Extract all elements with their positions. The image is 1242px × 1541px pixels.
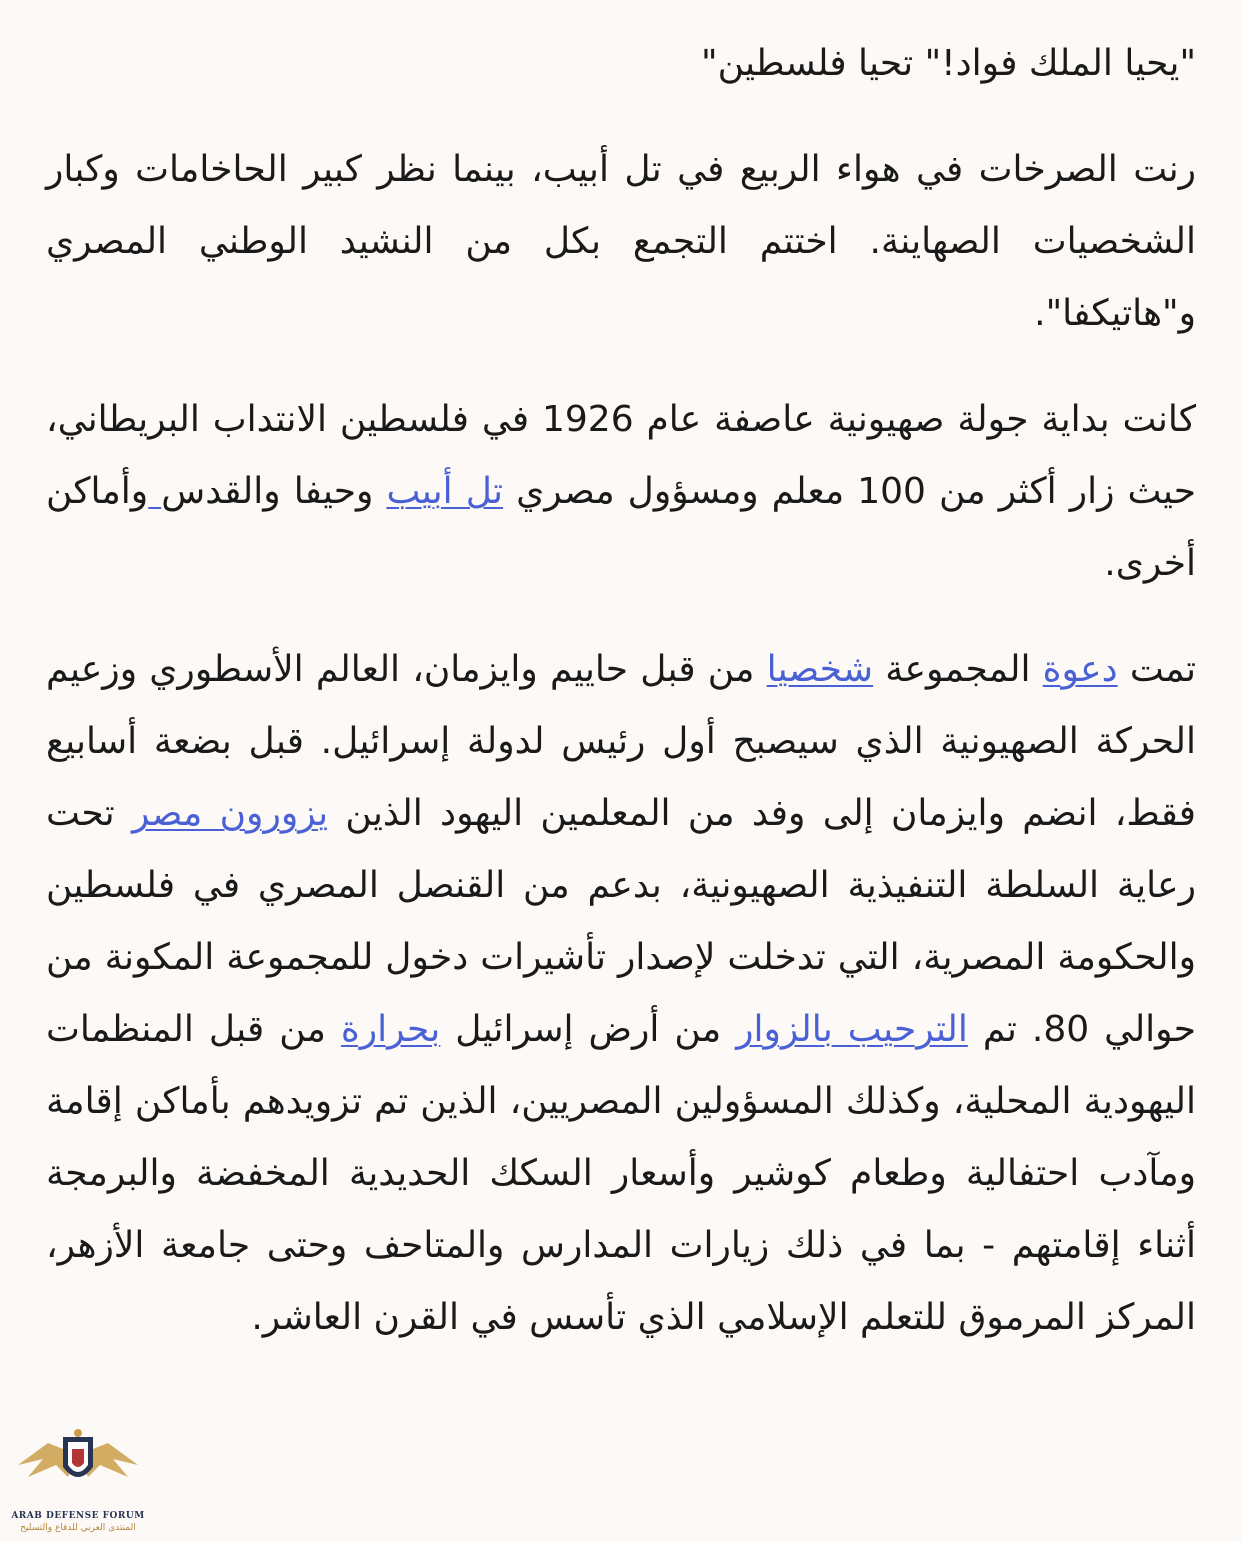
text-run: كانت بداية جولة صهيونية عاصفة عام 1926 في فلسطين الانتداب البريطاني، حيث زار أكثر من 100 معلم ومسؤول مصري — [46, 399, 1196, 512]
text-run: وحيفا والقدس — [161, 471, 387, 512]
text-run: وأماكن أخرى. — [46, 471, 1196, 584]
link-personally[interactable]: شخصيا — [766, 649, 874, 690]
link-jerusalem[interactable] — [148, 471, 161, 512]
link-warmly[interactable]: بحرارة — [340, 1009, 441, 1050]
text-run: رنت الصرخات في هواء الربيع في تل أبيب، بينما نظر كبير الحاخامات وكبار الشخصيات الصهاينة. اختتم التجمع بكل من النشيد الوطني المصري و"هاتيكفا". — [46, 149, 1196, 334]
text-run: تمت — [1117, 649, 1197, 690]
text-run: من أرض إسرائيل — [440, 1009, 737, 1050]
forum-watermark — [8, 1425, 148, 1537]
eagle-shield-icon — [8, 1425, 148, 1515]
article-body — [46, 28, 1196, 1388]
text-run: تحت رعاية السلطة التنفيذية الصهيونية، بدعم من القنصل المصري في فلسطين والحكومة المصرية، التي تدخلت لإصدار تأشيرات دخول للمجموعة المكونة من حوالي 80. تم — [46, 793, 1197, 1050]
text-run: من قبل حاييم وايزمان، العالم الأسطوري وزعيم الحركة الصهيونية الذي سيصبح أول رئيس لدولة إسرائيل. قبل بضعة أسابيع فقط، انضم وايزمان إلى وفد من المعلمين اليهود الذين — [46, 649, 1196, 834]
link-visiting-egypt[interactable]: يزورون مصر — [131, 793, 329, 834]
paragraph-3 — [46, 384, 1196, 600]
paragraph-1 — [46, 28, 1196, 100]
text-run: المجموعة — [873, 649, 1043, 690]
watermark-arabic: المنتدى العربي للدفاع والتسليح — [20, 1523, 136, 1533]
paragraph-4 — [46, 634, 1196, 1354]
text-run: "يحيا الملك فواد!" تحيا فلسطين" — [701, 43, 1196, 84]
paragraph-2 — [46, 134, 1196, 350]
link-invitation[interactable]: دعوة — [1042, 649, 1118, 690]
text-run: من قبل المنظمات اليهودية المحلية، وكذلك المسؤولين المصريين، الذين تم تزويدهم بأماكن إقامة ومآدب احتفالية وطعام كوشير وأسعار السكك الحديدية المخفضة والبرمجة أثناء إقامتهم - بما في ذلك زيارات المدارس والمتاحف وحتى جامعة الأزهر، المركز المرموق للتعلم الإسلامي الذي تأسس في القرن العاشر. — [46, 1009, 1196, 1338]
link-tel-aviv[interactable]: تل أبيب — [386, 471, 504, 512]
watermark-english: ARAB DEFENSE FORUM — [11, 1511, 145, 1521]
link-welcoming-visitors[interactable]: الترحيب بالزوار — [736, 1009, 968, 1050]
